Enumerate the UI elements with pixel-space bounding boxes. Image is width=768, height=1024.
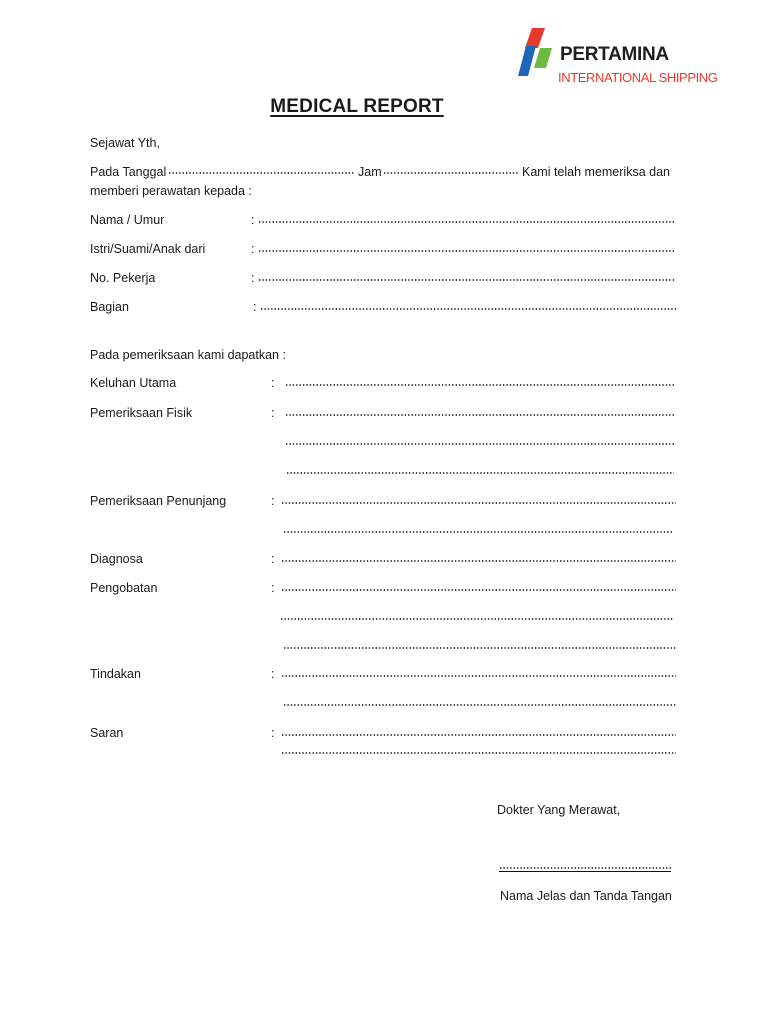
colon: : <box>271 581 275 595</box>
greeting: Sejawat Yth, <box>90 136 160 150</box>
document-title: MEDICAL REPORT <box>270 96 444 117</box>
field-dots-pemeriksaan-fisik-1[interactable] <box>285 414 675 416</box>
brand-subtitle: INTERNATIONAL SHIPPING <box>558 70 718 85</box>
field-dots-tindakan-2[interactable] <box>283 704 676 706</box>
field-label-no-pekerja: No. Pekerja <box>90 271 156 285</box>
colon: : <box>271 406 275 420</box>
time-field-dots[interactable] <box>383 172 519 174</box>
field-dots-no-pekerja[interactable] <box>258 279 676 281</box>
field-dots-pemeriksaan-penunjang-2[interactable] <box>283 531 673 533</box>
signature-closing: Dokter Yang Merawat, <box>497 803 621 817</box>
date-label: Pada Tanggal <box>90 165 167 179</box>
field-dots-saran-1[interactable] <box>281 734 676 736</box>
colon: : <box>271 667 275 681</box>
field-label-keluarga: Istri/Suami/Anak dari <box>90 242 206 256</box>
colon: : <box>251 213 255 227</box>
colon: : <box>271 376 275 390</box>
intro-continuation: Kami telah memeriksa dan <box>522 165 670 179</box>
field-dots-diagnosa[interactable] <box>281 560 676 562</box>
field-label-saran: Saran <box>90 726 124 740</box>
field-label-pemeriksaan-fisik: Pemeriksaan Fisik <box>90 406 193 420</box>
colon: : <box>271 726 275 740</box>
field-dots-saran-2[interactable] <box>281 752 676 754</box>
field-label-keluhan-utama: Keluhan Utama <box>90 376 177 390</box>
signature-underline <box>499 871 671 872</box>
colon: : <box>253 300 257 314</box>
intro-line-2: memberi perawatan kepada : <box>90 184 252 198</box>
time-label: Jam <box>358 165 382 179</box>
field-dots-keluhan-utama[interactable] <box>285 384 676 386</box>
field-label-pengobatan: Pengobatan <box>90 581 158 595</box>
field-dots-pengobatan-1[interactable] <box>281 589 676 591</box>
colon: : <box>271 552 275 566</box>
colon: : <box>271 494 275 508</box>
signature-dots[interactable] <box>499 867 671 869</box>
field-label-tindakan: Tindakan <box>90 667 141 681</box>
field-dots-pemeriksaan-fisik-3[interactable] <box>286 472 674 474</box>
field-dots-pengobatan-2[interactable] <box>280 618 673 620</box>
field-dots-tindakan-1[interactable] <box>281 675 676 677</box>
field-dots-keluarga[interactable] <box>258 250 676 252</box>
colon: : <box>251 242 255 256</box>
signature-caption: Nama Jelas dan Tanda Tangan <box>500 889 672 903</box>
field-dots-pengobatan-3[interactable] <box>283 647 676 649</box>
exam-intro: Pada pemeriksaan kami dapatkan : <box>90 348 286 362</box>
field-dots-pemeriksaan-fisik-2[interactable] <box>285 443 676 445</box>
field-label-nama-umur: Nama / Umur <box>90 213 165 227</box>
colon: : <box>251 271 255 285</box>
date-field-dots[interactable] <box>168 172 354 174</box>
field-dots-bagian[interactable] <box>260 308 676 310</box>
field-dots-pemeriksaan-penunjang-1[interactable] <box>281 502 676 504</box>
brand-name: PERTAMINA <box>560 44 669 65</box>
field-label-diagnosa: Diagnosa <box>90 552 143 566</box>
field-label-pemeriksaan-penunjang: Pemeriksaan Penunjang <box>90 494 227 508</box>
field-dots-nama-umur[interactable] <box>258 221 676 223</box>
field-label-bagian: Bagian <box>90 300 129 314</box>
